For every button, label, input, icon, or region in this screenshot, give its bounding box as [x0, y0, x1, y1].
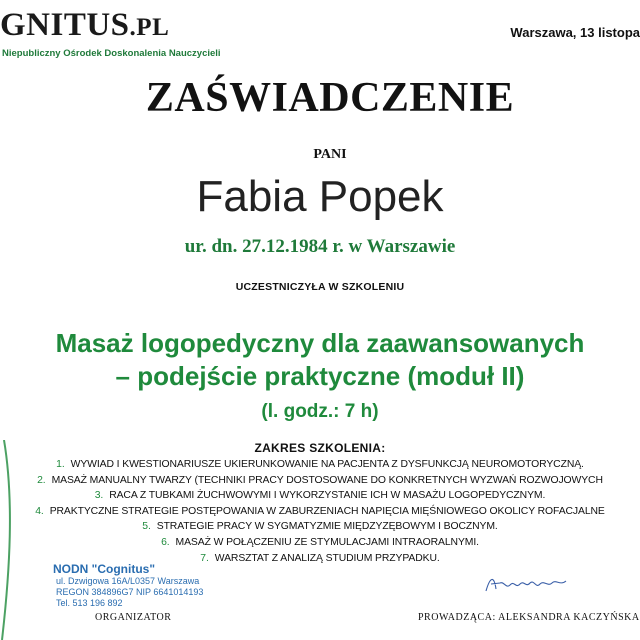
list-item-text: STRATEGIE PRACY W SYGMATYZMIE MIĘDZYZĘBOWYM I BOCZNYM.: [156, 521, 498, 533]
list-item-text: PRAKTYCZNE STRATEGIE POSTĘPOWANIA W ZABURZENIACH NAPIĘCIA MIĘŚNIOWEGO OKOLICY ROFACJALNE: [49, 505, 605, 517]
participation-statement: UCZESTNICZYŁA W SZKOLENIU: [235, 281, 405, 293]
scope-list: [0, 457, 640, 566]
scope-title: ZAKRES SZKOLENIA:: [254, 441, 386, 455]
list-item-number: 4.: [35, 505, 44, 517]
certificate-title: ZAŚWIADCZENIE: [145, 75, 515, 121]
organizer-label: ORGANIZATOR: [95, 612, 172, 623]
logo-subtitle: Niepubliczny Ośrodek Doskonalenia Nauczycieli: [2, 48, 221, 59]
organization-stamp: [50, 562, 225, 609]
logo-name: [0, 6, 230, 47]
list-item-number: 1.: [56, 459, 65, 470]
logo-suffix: .PL: [129, 14, 170, 41]
list-item: [0, 504, 640, 520]
list-item-number: 5.: [142, 521, 151, 533]
list-item: [0, 473, 640, 489]
lecturer-label: PROWADZĄCA: ALEKSANDRA KACZYŃSKA: [418, 612, 640, 623]
stamp-ids: REGON 384896G7 NIP 6641014193: [56, 587, 204, 597]
list-item-number: 7.: [200, 552, 209, 564]
list-item: [0, 535, 640, 551]
course-title-line-1: Masaż logopedyczny dla zaawansowanych: [55, 328, 585, 358]
course-hours: (l. godz.: 7 h): [261, 401, 379, 422]
salutation: PANI: [313, 147, 347, 162]
list-item-number: 6.: [161, 536, 170, 548]
birth-info: ur. dn. 27.12.1984 r. w Warszawie: [184, 236, 456, 257]
list-item-number: 2.: [37, 474, 46, 486]
course-title-line-2: – podejście praktyczne (moduł II): [115, 361, 525, 391]
logo: [0, 6, 230, 59]
recipient-name: Fabia Popek: [196, 172, 444, 221]
signature-image: [482, 571, 572, 597]
stamp-phone: Tel. 513 196 892: [56, 598, 123, 608]
issue-date: Warszawa, 13 listopa: [510, 25, 640, 40]
stamp-name: NODN "Cognitus": [53, 562, 156, 576]
stamp-address: ul. Dzwigowa 16A/L0357 Warszawa: [56, 576, 200, 586]
list-item: [0, 519, 640, 535]
list-item: [0, 457, 640, 473]
list-item-number: 3.: [94, 490, 104, 502]
logo-name-text: GNITUS: [0, 7, 130, 43]
list-item-text: MASAŻ W POŁĄCZENIU ZE STYMULACJAMI INTRAORALNYMI.: [175, 536, 479, 548]
list-item-text: MASAŻ MANUALNY TWARZY (TECHNIKI PRACY DOSTOSOWANE DO KONKRETNYCH WYZWAŃ ROZWOJOWYCH: [51, 474, 603, 486]
list-item-text: WYWIAD I KWESTIONARIUSZE UKIERUNKOWANIE NA PACJENTA Z DYSFUNKCJĄ NEUROMOTORYCZNĄ.: [70, 459, 584, 470]
list-item: [0, 488, 640, 504]
list-item-text: WARSZTAT Z ANALIZĄ STUDIUM PRZYPADKU.: [214, 552, 440, 564]
list-item-text: RACA Z TUBKAMI ŻUCHWOWYMI I WYKORZYSTANIE ICH W MASAŻU LOGOPEDYCZNYM.: [109, 490, 546, 502]
course-title: [0, 327, 640, 393]
